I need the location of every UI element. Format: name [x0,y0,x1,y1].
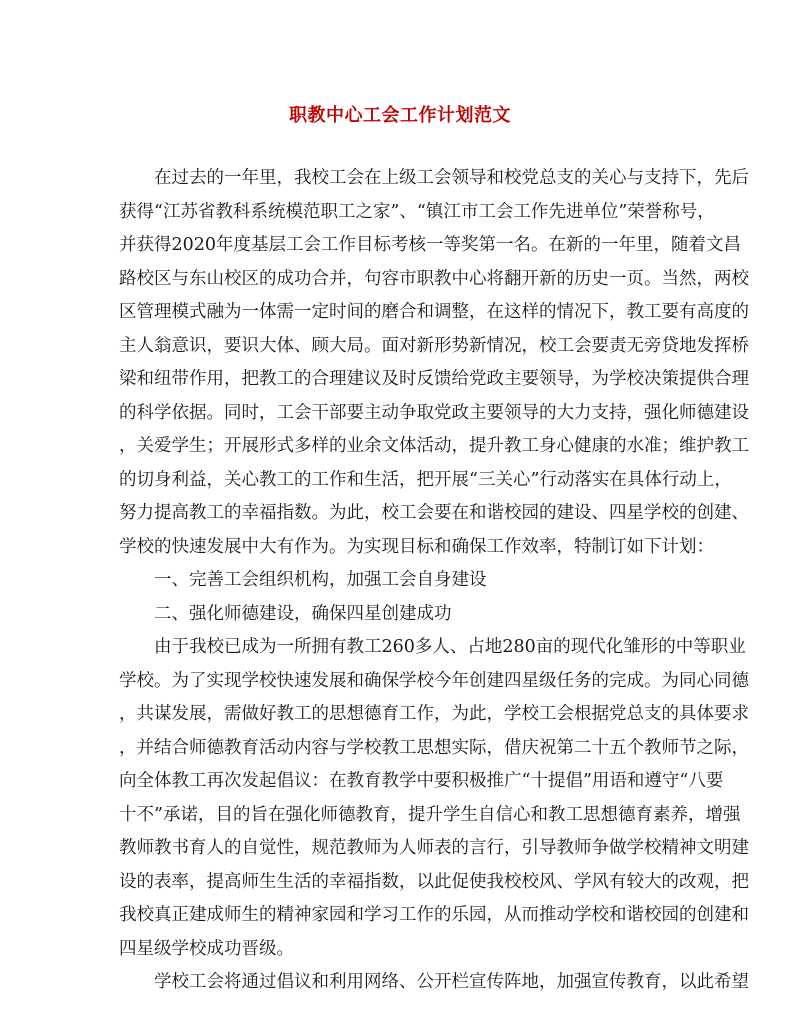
text-line: 设的表率，提高师生生活的幸福指数，以此促使我校校风、学风有较大的改观，把 [119,871,749,892]
text-line: 学校工会将通过倡议和利用网络、公开栏宣传阵地，加强宣传教育，以此希望 [154,972,749,992]
text-line: 在过去的一年里，我校工会在上级工会领导和校党总支的关心与支持下，先后 [154,168,749,188]
text-line: 努力提高教工的幸福指数。为此，校工会要在和谐校园的建设、四星学校的创建、 [119,503,749,523]
text-line: 由于我校已成为一所拥有教工260多人、占地280亩的现代化雏形的中等职业 [154,637,746,657]
text-line: 教师教书育人的自觉性，规范教师为人师表的言行，引导教师争做学校精神文明建 [119,838,749,858]
text-line: 路校区与东山校区的成功合并，句容市职教中心将翻开新的历史一页。当然，两校 [119,268,749,289]
text-line: 学校。为了实现学校快速发展和确保学校今年创建四星级任务的完成。为同心同德 [119,670,749,691]
text-line: 的科学依据。同时，工会干部要主动争取党政主要领导的大力支持，强化师德建设 [119,402,749,423]
text-line: 学校的快速发展中大有作为。为实现目标和确保工作效率，特制订如下计划： [119,536,714,557]
text-line: 我校真正建成师生的精神家园和学习工作的乐园，从而推动学校和谐校园的创建和 [119,905,749,925]
text-line: 梁和纽带作用，把教工的合理建议及时反馈给党政主要领导，为学校决策提供合理 [119,369,749,389]
text-line: 的切身利益，关心教工的工作和生活，把开展“三关心”行动落实在具体行动上， [119,469,732,490]
document-body [119,162,749,1000]
text-line: 向全体教工再次发起倡议：在教育教学中要积极推广“十提倡”用语和遵守“八要 [119,771,724,791]
text-line: 主人翁意识，要识大体、顾大局。面对新形势新情况，校工会要责无旁贷地发挥桥 [119,335,749,356]
text-line: 并获得2020年度基层工会工作目标考核一等奖第一名。在新的一年里，随着文昌 [119,235,742,255]
text-line: ，共谋发展，需做好教工的思想德育工作，为此，学校工会根据党总支的具体要求 [119,704,749,724]
text-line: ，关爱学生；开展形式多样的业余文体活动，提升教工身心健康的水准；维护教工 [119,436,749,456]
text-line: 二、强化师德建设，确保四星创建成功 [154,603,452,624]
text-line: 一、完善工会组织机构，加强工会自身建设 [154,570,487,590]
text-line: 获得“江苏省教科系统模范职工之家”、“镇江市工会工作先进单位”荣誉称号， [119,201,715,222]
text-line: ，并结合师德教育活动内容与学校教工思想实际，借庆祝第二十五个教师节之际， [119,737,749,758]
document-title: 职教中心工会工作计划范文 [289,105,511,126]
text-line: 区管理模式融为一体需一定时间的磨合和调整，在这样的情况下，教工要有高度的 [119,302,749,322]
text-line: 十不”承诺，目的旨在强化师德教育，提升学生自信心和教工思想德育素养，增强 [119,804,741,825]
text-line: 四星级学校成功晋级。 [119,938,294,959]
